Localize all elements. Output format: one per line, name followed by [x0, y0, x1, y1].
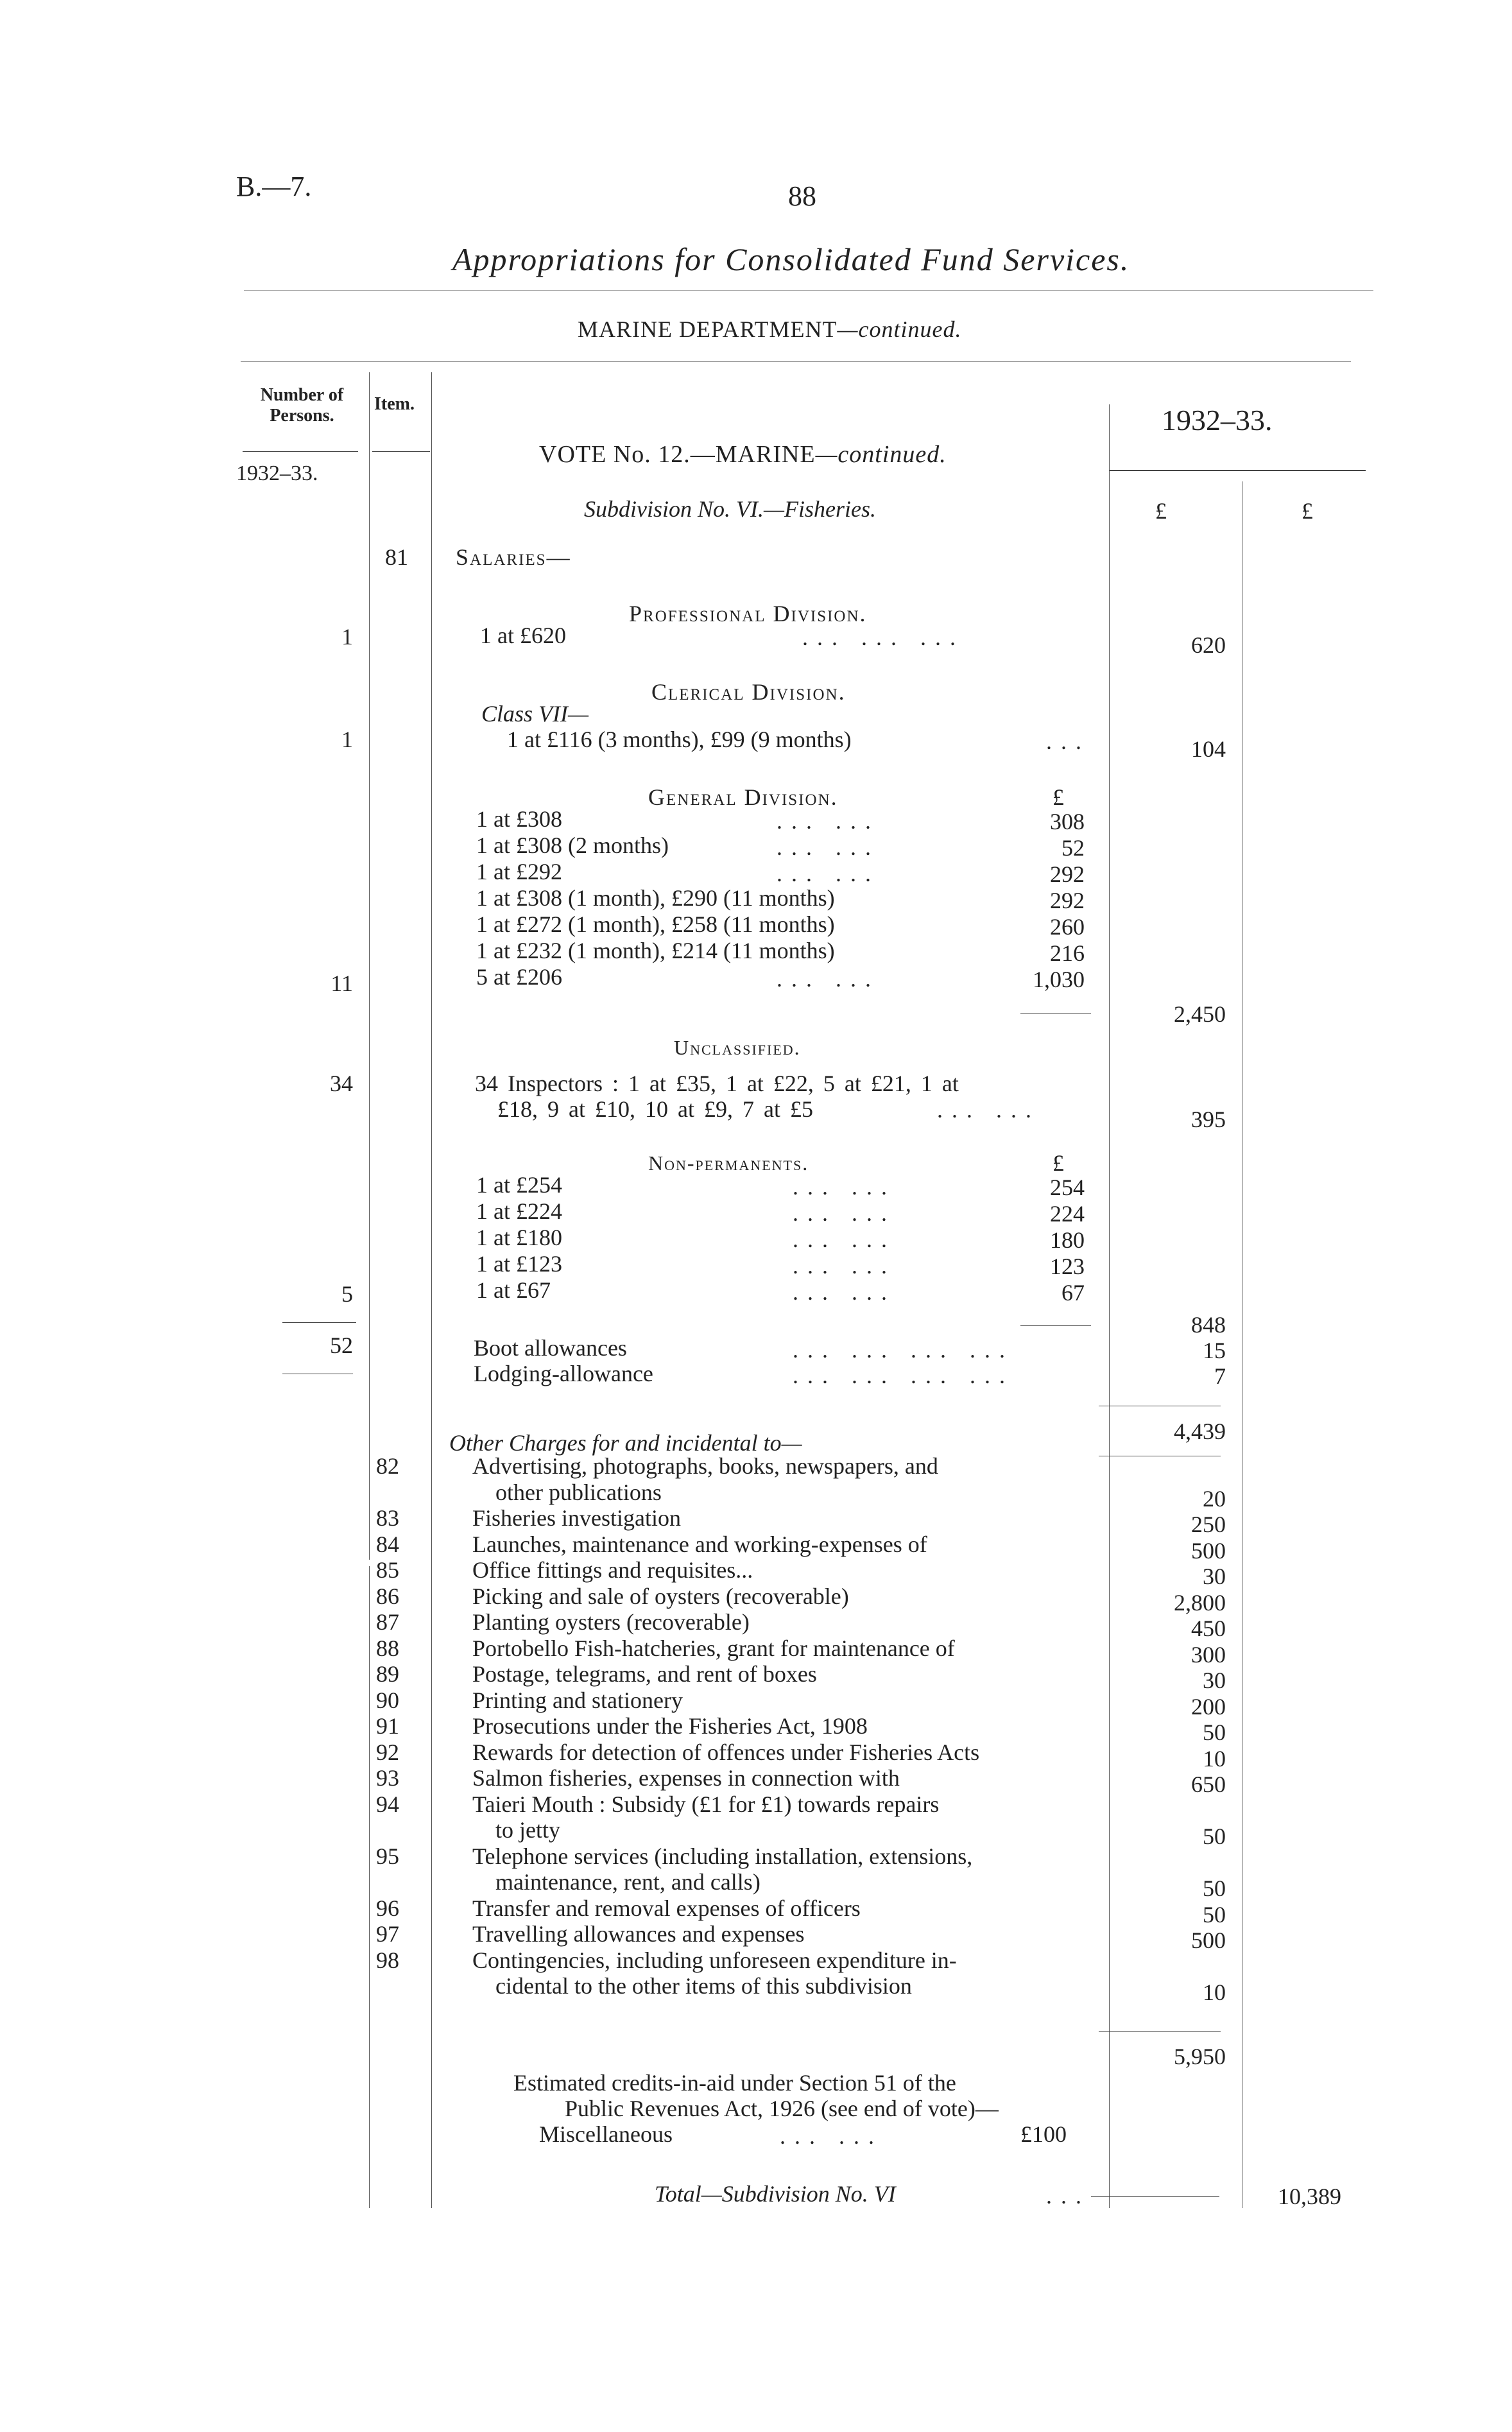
charge-item-number: 92	[376, 1739, 399, 1765]
general-row-value: 52	[1061, 835, 1085, 861]
charge-item-number: 97	[376, 1921, 399, 1947]
charge-label: Portobello Fish-hatcheries, grant for maintenance of	[472, 1635, 955, 1661]
general-row-label: 5 at £206	[476, 964, 562, 990]
persons-year: 1932–33.	[236, 461, 318, 485]
subdivision-total-amount: 10,389	[1278, 2184, 1341, 2209]
credits-line-1: Estimated credits-in-aid under Section 51 of the	[513, 2070, 956, 2096]
non-permanent-row-label: 1 at £224	[476, 1198, 562, 1224]
charge-item-number: 88	[376, 1635, 399, 1661]
non-permanent-row-value: 123	[1050, 1254, 1085, 1279]
charge-label-continued: other publications	[495, 1479, 662, 1505]
general-row-value: 216	[1050, 940, 1085, 966]
clerical-amount: 104	[1191, 736, 1226, 762]
charge-item-number: 93	[376, 1765, 399, 1791]
lodging-allowance-label: Lodging-allowance	[474, 1361, 653, 1386]
charge-amount: 10	[1203, 1745, 1226, 1772]
persons-header-rule	[243, 451, 358, 452]
non-permanent-row-leader: ... ...	[793, 1227, 896, 1252]
charge-label: Office fittings and requisites...	[472, 1557, 753, 1583]
clerical-persons: 1	[341, 727, 353, 752]
charge-amount: 50	[1203, 1901, 1226, 1927]
pound-column-a: £	[1155, 498, 1167, 524]
unclassified-amount: 395	[1191, 1107, 1226, 1132]
boot-allowances-amount: 15	[1203, 1338, 1226, 1363]
general-row-label: 1 at £308 (2 months)	[476, 832, 669, 858]
general-row-leader: ... ...	[777, 834, 880, 860]
general-row-label: 1 at £292	[476, 859, 562, 884]
lodging-allowance-leader: ... ... ... ...	[793, 1363, 1014, 1388]
charge-item-number: 89	[376, 1661, 399, 1687]
charge-label: Printing and stationery	[472, 1687, 683, 1713]
amount-header-rule	[1109, 470, 1366, 471]
charge-item-number: 94	[376, 1791, 399, 1817]
charge-amount: 500	[1191, 1537, 1226, 1564]
professional-persons: 1	[341, 624, 353, 650]
charge-label: Salmon fisheries, expenses in connection with	[472, 1765, 900, 1791]
charge-item-number: 87	[376, 1609, 399, 1635]
charge-amount: 300	[1191, 1641, 1226, 1668]
professional-leader: ... ... ...	[802, 625, 965, 650]
item-column-rule	[431, 372, 432, 2208]
non-permanent-row-leader: ... ...	[793, 1279, 896, 1305]
general-row-value: 308	[1050, 809, 1085, 834]
charge-label: Prosecutions under the Fisheries Act, 1908	[472, 1713, 868, 1739]
general-row-value: 292	[1050, 888, 1085, 913]
non-permanents-total: 848	[1191, 1312, 1226, 1338]
general-row-leader: ... ...	[777, 861, 880, 886]
charge-amount: 50	[1203, 1720, 1226, 1745]
professional-amount: 620	[1191, 632, 1226, 658]
charge-amount: 500	[1191, 1927, 1226, 1953]
charge-label: Transfer and removal expenses of officers	[472, 1895, 861, 1921]
non-permanent-row-label: 1 at £123	[476, 1251, 562, 1277]
charge-amount: 50	[1203, 1876, 1226, 1901]
subdivision-total-leader: ...	[1046, 2183, 1090, 2209]
item-header: Item.	[374, 394, 415, 414]
non-permanent-row-value: 67	[1061, 1280, 1085, 1306]
professional-division-heading: Professional Division.	[629, 601, 867, 626]
general-row-label: 1 at £272 (1 month), £258 (11 months)	[476, 911, 835, 937]
charge-label: Contingencies, including unforeseen expenditure in-	[472, 1947, 957, 1973]
vote-heading: VOTE No. 12.—MARINE—continued.	[539, 441, 947, 468]
clerical-division-heading: Clerical Division.	[651, 679, 846, 705]
credits-line-3: Miscellaneous	[539, 2121, 673, 2147]
other-charges-total: 5,950	[1174, 2044, 1226, 2069]
charge-amount: 450	[1191, 1616, 1226, 1641]
charge-label: Fisheries investigation	[472, 1505, 681, 1531]
charge-item-number: 83	[376, 1505, 399, 1531]
non-permanents-subtotal-rule	[1020, 1325, 1091, 1326]
general-division-heading: General Division.	[648, 784, 838, 810]
table-top-rule	[241, 361, 1351, 362]
persons-column-rule	[369, 372, 370, 1560]
other-charges-heading: Other Charges for and incidental to—	[449, 1430, 802, 1456]
lodging-allowance-amount: 7	[1214, 1363, 1226, 1389]
salaries-item-number: 81	[385, 544, 408, 570]
salaries-heading: Salaries—	[456, 544, 571, 570]
unclassified-heading: Unclassified.	[674, 1036, 801, 1059]
clerical-class: Class VII—	[481, 701, 589, 727]
professional-line: 1 at £620	[480, 623, 566, 648]
non-permanent-row-leader: ... ...	[793, 1200, 896, 1226]
charge-label: Advertising, photographs, books, newspapers, and	[472, 1453, 938, 1479]
charge-amount: 250	[1191, 1512, 1226, 1537]
charge-item-number: 84	[376, 1531, 399, 1557]
item-header-rule	[372, 451, 430, 452]
charge-label-continued: maintenance, rent, and calls)	[495, 1869, 760, 1895]
general-row-leader: ... ...	[777, 966, 880, 992]
charge-amount: 650	[1191, 1772, 1226, 1797]
non-permanent-row-value: 254	[1050, 1175, 1085, 1200]
non-permanents-persons: 5	[341, 1281, 353, 1307]
other-charges-total-rule	[1099, 2031, 1221, 2032]
charge-amount: 30	[1203, 1668, 1226, 1693]
charge-amount: 20	[1203, 1485, 1226, 1512]
pound-column-b: £	[1302, 498, 1313, 524]
charge-label: Taieri Mouth : Subsidy (£1 for £1) towards repairs	[472, 1791, 940, 1817]
charge-label: Launches, maintenance and working-expenses of	[472, 1531, 927, 1557]
subdivision-total-rule	[1091, 2196, 1219, 2197]
charge-label-continued: cidental to the other items of this subdivision	[495, 1973, 912, 1999]
non-permanent-row-value: 180	[1050, 1227, 1085, 1253]
total-persons: 52	[330, 1332, 353, 1358]
charge-label: Telephone services (including installation, extensions,	[472, 1843, 973, 1869]
charge-label: Rewards for detection of offences under Fisheries Acts	[472, 1739, 980, 1765]
charge-label-continued: to jetty	[495, 1817, 560, 1843]
clerical-line: 1 at £116 (3 months), £99 (9 months)	[507, 727, 852, 752]
general-row-label: 1 at £308 (1 month), £290 (11 months)	[476, 885, 835, 911]
page-number: 88	[788, 180, 816, 212]
non-permanents-heading: Non-permanents.	[648, 1151, 809, 1175]
title-rule	[244, 290, 1373, 291]
boot-allowances-leader: ... ... ... ...	[793, 1337, 1014, 1363]
charge-item-number: 82	[376, 1453, 399, 1479]
general-row-value: 1,030	[1033, 967, 1085, 992]
general-row-label: 1 at £308	[476, 806, 562, 832]
charge-amount: 200	[1191, 1693, 1226, 1720]
charge-item-number: 98	[376, 1947, 399, 1973]
general-pound-sign: £	[1052, 784, 1064, 810]
credits-amount: £100	[1020, 2121, 1067, 2147]
unclassified-persons: 34	[330, 1071, 353, 1096]
charge-item-number: 91	[376, 1713, 399, 1739]
non-permanent-row-label: 1 at £180	[476, 1225, 562, 1250]
department-heading: MARINE DEPARTMENT—continued.	[578, 316, 962, 342]
charge-label: Picking and sale of oysters (recoverable)	[472, 1583, 849, 1609]
unclassified-leader: ... ...	[937, 1097, 1040, 1123]
non-permanent-row-leader: ... ...	[793, 1174, 896, 1200]
non-permanent-row-leader: ... ...	[793, 1253, 896, 1279]
general-row-value: 260	[1050, 914, 1085, 940]
subdivision-heading: Subdivision No. VI.—Fisheries.	[584, 496, 876, 522]
general-total: 2,450	[1174, 1001, 1226, 1027]
charge-label: Planting oysters (recoverable)	[472, 1609, 750, 1635]
charge-amount: 10	[1203, 1979, 1226, 2005]
subdivision-total-label: Total—Subdivision No. VI	[655, 2181, 896, 2207]
unclassified-line-2: £18, 9 at £10, 10 at £9, 7 at £5	[497, 1096, 813, 1122]
credits-line-2: Public Revenues Act, 1926 (see end of vote)—	[565, 2096, 999, 2121]
general-persons: 11	[331, 970, 353, 996]
credits-leader: ... ...	[780, 2123, 883, 2149]
unclassified-line-1: 34 Inspectors : 1 at £35, 1 at £22, 5 at £21, 1 at	[475, 1071, 959, 1096]
charge-item-number: 90	[376, 1687, 399, 1713]
non-permanent-row-label: 1 at £254	[476, 1172, 562, 1198]
general-row-label: 1 at £232 (1 month), £214 (11 months)	[476, 938, 835, 963]
number-of-persons-header: Number of Persons.	[260, 385, 344, 426]
non-permanents-pound-sign: £	[1052, 1150, 1064, 1176]
clerical-leader: ...	[1046, 729, 1090, 754]
amount-year-header: 1932–33.	[1162, 404, 1273, 436]
charge-label: Postage, telegrams, and rent of boxes	[472, 1661, 817, 1687]
general-row-leader: ... ...	[777, 808, 880, 834]
charge-amount: 30	[1203, 1564, 1226, 1589]
non-permanent-row-value: 224	[1050, 1201, 1085, 1227]
charge-amount: 50	[1203, 1824, 1226, 1849]
charge-item-number: 86	[376, 1583, 399, 1609]
charge-item-number: 96	[376, 1895, 399, 1921]
document-reference: B.—7.	[236, 171, 312, 202]
charge-label: Travelling allowances and expenses	[472, 1921, 805, 1947]
amount-column-rule	[1109, 404, 1110, 2208]
non-permanent-row-label: 1 at £67	[476, 1277, 551, 1303]
general-row-value: 292	[1050, 861, 1085, 887]
persons-column-rule-lower	[369, 1566, 370, 2208]
salaries-total: 4,439	[1174, 1419, 1226, 1444]
charge-item-number: 95	[376, 1843, 399, 1869]
charge-item-number: 85	[376, 1557, 399, 1583]
charge-amount: 2,800	[1174, 1589, 1226, 1616]
boot-allowances-label: Boot allowances	[474, 1335, 627, 1361]
page-title: Appropriations for Consolidated Fund Services.	[452, 241, 1130, 277]
persons-total-rule-top	[282, 1322, 356, 1323]
